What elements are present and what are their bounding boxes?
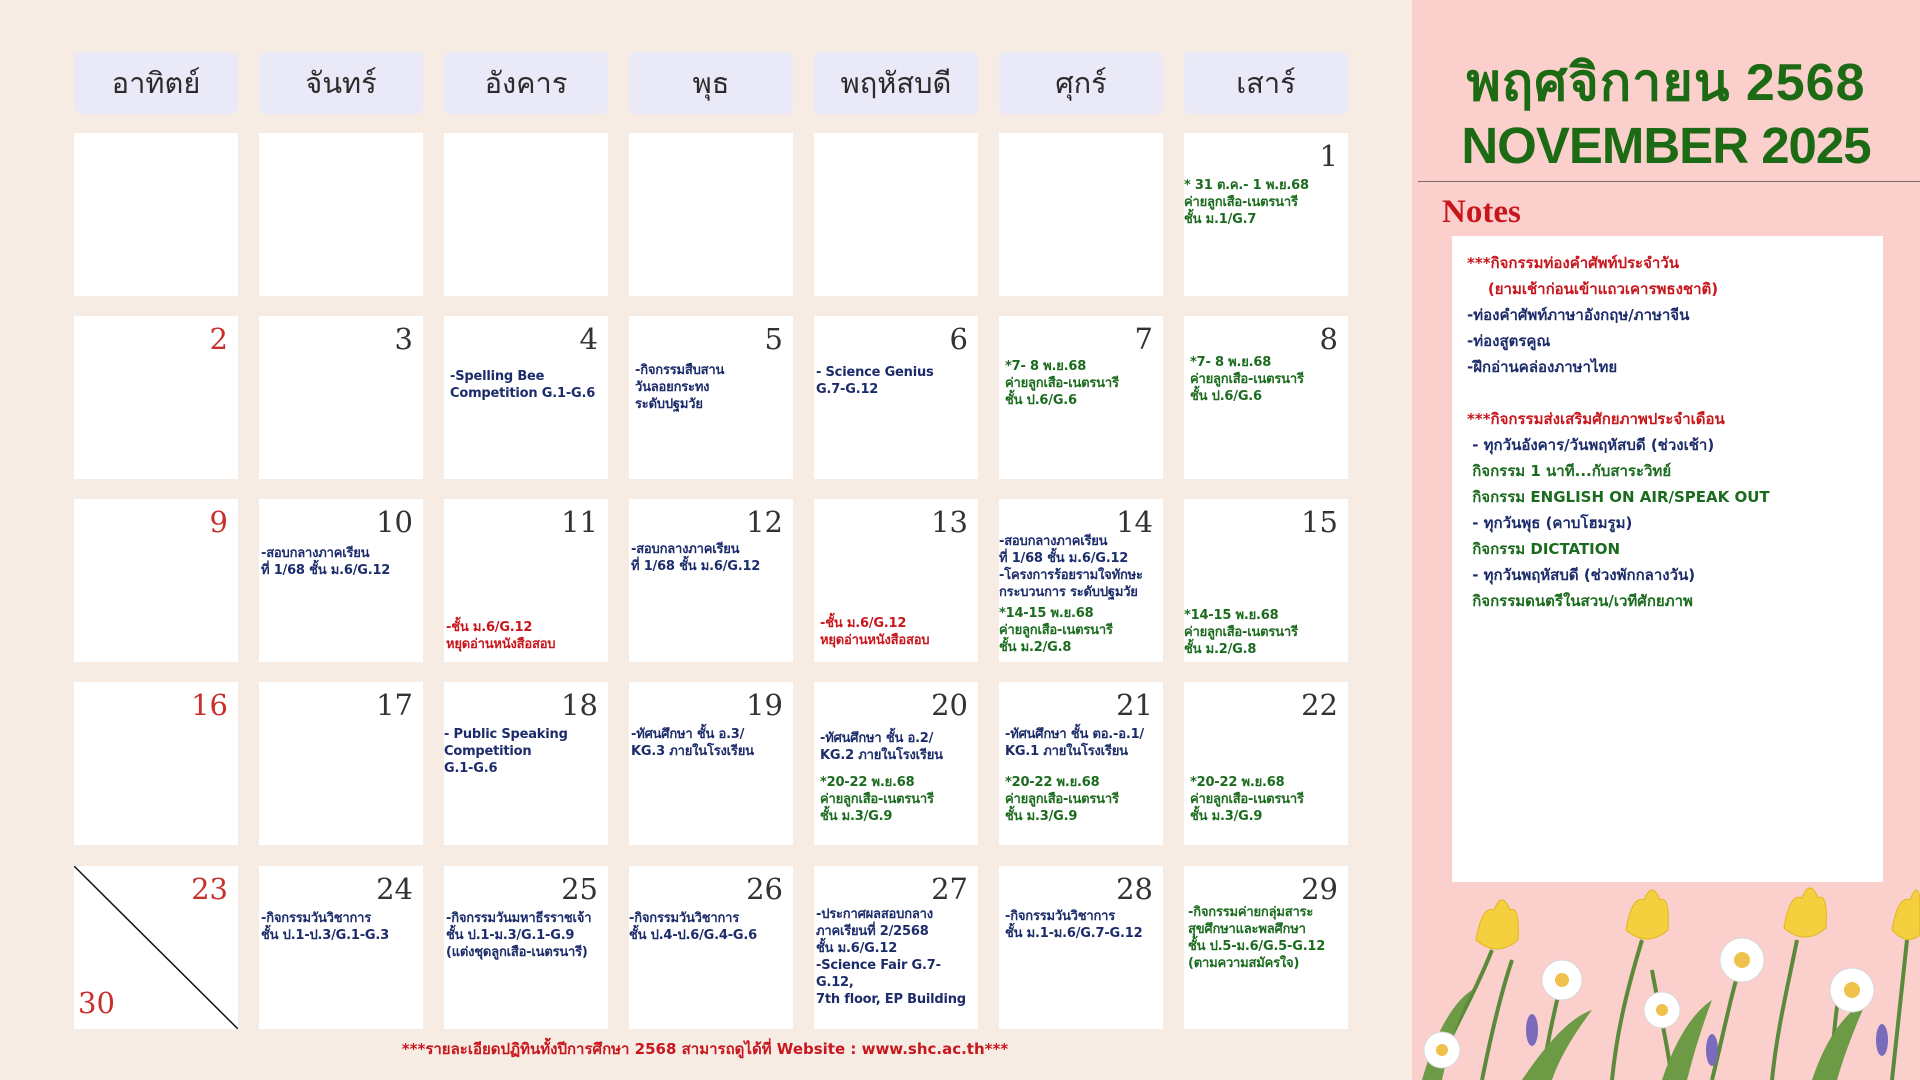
day-cell-12[interactable] [629, 499, 793, 662]
day-cell-22[interactable] [1184, 682, 1348, 845]
event-text: *14-15 พ.ย.68 ค่ายลูกเสือ-เนตรนารี ชั้น ม.2/G.8 [999, 606, 1113, 655]
note-line: (ยามเช้าก่อนเข้าแถวเคารพธงชาติ) [1467, 280, 1719, 298]
note-line: ***กิจกรรมส่งเสริมศักยภาพประจำเดือน [1467, 410, 1725, 428]
day-number: 27 [931, 872, 968, 906]
event-text: - Public Speaking Competition G.1-G.6 [444, 727, 568, 776]
footer-website-note: ***รายละเอียดปฏิทินทั้งปีการศึกษา 2568 สามารถดูได้ที่ Website : www.shc.ac.th*** [401, 1040, 1009, 1058]
day-number: 10 [376, 505, 413, 539]
day-number: 8 [1319, 322, 1338, 356]
day-cell-empty [629, 133, 793, 296]
day-cell-5[interactable] [629, 316, 793, 479]
day-cell-24[interactable] [259, 866, 423, 1029]
day-number: 2 [209, 322, 228, 356]
day-number: 11 [561, 505, 598, 539]
note-line: -ฝึกอ่านคล่องภาษาไทย [1467, 358, 1618, 376]
day-cell-4[interactable] [444, 316, 608, 479]
notes-box [1452, 236, 1883, 882]
note-line: - ทุกวันพฤหัสบดี (ช่วงพักกลางวัน) [1467, 566, 1696, 584]
day-number: 16 [191, 688, 228, 722]
day-cell-empty [814, 133, 978, 296]
weekday-tuesday: อังคาร [444, 52, 608, 114]
note-line: - ทุกวันพุธ (คาบโฮมรูม) [1467, 514, 1633, 532]
day-cell-10[interactable] [259, 499, 423, 662]
event-text: -กิจกรรมวันวิชาการ ชั้น ม.1-ม.6/G.7-G.12 [1005, 909, 1143, 941]
day-number: 29 [1301, 872, 1338, 906]
day-number: 21 [1116, 688, 1153, 722]
event-text: -กิจกรรมสืบสาน วันลอยกระทง ระดับปฐมวัย [635, 363, 725, 412]
weekday-monday: จันทร์ [259, 52, 423, 114]
note-line: กิจกรรม 1 นาที...กับสาระวิทย์ [1467, 462, 1672, 480]
day-number: 13 [931, 505, 968, 539]
event-text: -ทัศนศึกษา ชั้น ตอ.-อ.1/ KG.1 ภายในโรงเรียน [1005, 727, 1144, 759]
day-cell-empty [444, 133, 608, 296]
day-number: 5 [764, 322, 783, 356]
note-line: กิจกรรม ENGLISH ON AIR/SPEAK OUT [1467, 488, 1770, 506]
event-text: -กิจกรรมวันมหาธีรราชเจ้า ชั้น ป.1-ม.3/G.1-G.9 (แต่งชุดลูกเสือ-เนตรนารี) [446, 911, 592, 960]
event-text: - Science Genius G.7-G.12 [816, 365, 934, 397]
event-text: *20-22 พ.ย.68 ค่ายลูกเสือ-เนตรนารี ชั้น ม.3/G.9 [1190, 775, 1304, 824]
day-cell-empty [999, 133, 1163, 296]
day-cell-17[interactable] [259, 682, 423, 845]
day-number: 3 [394, 322, 413, 356]
day-number: 4 [579, 322, 598, 356]
event-text: *7- 8 พ.ย.68 ค่ายลูกเสือ-เนตรนารี ชั้น ป.6/G.6 [1005, 359, 1119, 408]
event-text: -สอบกลางภาคเรียน ที่ 1/68 ชั้น ม.6/G.12 -โครงการร้อยรามใจทักษะ กระบวนการ ระดับปฐมวัย [999, 534, 1143, 600]
day-number: 20 [931, 688, 968, 722]
event-text: -ประกาศผลสอบกลาง ภาคเรียนที่ 2/2568 ชั้น ม.6/G.12 -Science Fair G.7-G.12, 7th floor, EP Building [816, 907, 966, 1007]
day-cell-11[interactable] [444, 499, 608, 662]
day-cell-19[interactable] [629, 682, 793, 845]
weekday-wednesday: พุธ [629, 52, 793, 114]
day-cell-14[interactable] [999, 499, 1163, 662]
day-number: 26 [746, 872, 783, 906]
day-number: 14 [1116, 505, 1153, 539]
day-number: 15 [1301, 505, 1338, 539]
day-cell-25[interactable] [444, 866, 608, 1029]
day-number: 9 [209, 505, 228, 539]
day-cell-23-30[interactable] [74, 866, 238, 1029]
note-line: ***กิจกรรมท่องคำศัพท์ประจำวัน [1467, 254, 1679, 272]
title-divider [1418, 181, 1920, 182]
day-number: 1 [1319, 139, 1338, 173]
day-number: 24 [376, 872, 413, 906]
day-cell-9[interactable] [74, 499, 238, 662]
note-line: -ท่องคำศัพท์ภาษาอังกฤษ/ภาษาจีน [1467, 306, 1690, 324]
note-line: กิจกรรมดนตรีในสวน/เวทีศักยภาพ [1467, 592, 1693, 610]
day-number: 12 [746, 505, 783, 539]
day-number: 18 [561, 688, 598, 722]
day-cell-18[interactable] [444, 682, 608, 845]
day-cell-3[interactable] [259, 316, 423, 479]
flower-illustration [1412, 880, 1920, 1080]
event-text: -กิจกรรมวันวิชาการ ชั้น ป.4-ป.6/G.4-G.6 [629, 911, 757, 943]
day-number: 6 [949, 322, 968, 356]
day-cell-28[interactable] [999, 866, 1163, 1029]
day-cell-13[interactable] [814, 499, 978, 662]
day-cell-26[interactable] [629, 866, 793, 1029]
event-text: -ชั้น ม.6/G.12 หยุดอ่านหนังสือสอบ [820, 616, 930, 648]
day-number: 7 [1134, 322, 1153, 356]
event-text: *20-22 พ.ย.68 ค่ายลูกเสือ-เนตรนารี ชั้น ม.3/G.9 [820, 775, 934, 824]
weekday-sunday: อาทิตย์ [74, 52, 238, 114]
event-text: -ทัศนศึกษา ชั้น อ.2/ KG.2 ภายในโรงเรียน [820, 731, 943, 763]
day-cell-6[interactable] [814, 316, 978, 479]
month-title-english: NOVEMBER 2025 [1461, 117, 1871, 174]
event-text: * 31 ต.ค.- 1 พ.ย.68 ค่ายลูกเสือ-เนตรนารี ชั้น ม.1/G.7 [1184, 178, 1309, 227]
day-cell-empty [259, 133, 423, 296]
event-text: -ชั้น ม.6/G.12 หยุดอ่านหนังสือสอบ [446, 620, 556, 652]
event-text: -ทัศนศึกษา ชั้น อ.3/ KG.3 ภายในโรงเรียน [631, 727, 754, 759]
day-number: 22 [1301, 688, 1338, 722]
day-number: 23 [191, 872, 228, 906]
notes-heading: Notes [1442, 194, 1521, 230]
note-line: กิจกรรม DICTATION [1467, 540, 1621, 558]
event-text: -Spelling Bee Competition G.1-G.6 [450, 369, 596, 401]
day-number: 30 [78, 986, 115, 1020]
weekday-thursday: พฤหัสบดี [814, 52, 978, 114]
day-number: 25 [561, 872, 598, 906]
day-number: 28 [1116, 872, 1153, 906]
day-cell-15[interactable] [1184, 499, 1348, 662]
day-cell-2[interactable] [74, 316, 238, 479]
event-text: -กิจกรรมวันวิชาการ ชั้น ป.1-ป.3/G.1-G.3 [261, 911, 389, 943]
event-text: -สอบกลางภาคเรียน ที่ 1/68 ชั้น ม.6/G.12 [631, 542, 761, 574]
event-text: -สอบกลางภาคเรียน ที่ 1/68 ชั้น ม.6/G.12 [261, 546, 391, 578]
side-panel [1412, 0, 1920, 1080]
day-cell-7[interactable] [999, 316, 1163, 479]
day-number: 19 [746, 688, 783, 722]
day-cell-29[interactable] [1184, 866, 1348, 1029]
weekday-friday: ศุกร์ [999, 52, 1163, 114]
note-line: - ทุกวันอังคาร/วันพฤหัสบดี (ช่วงเช้า) [1467, 436, 1715, 454]
weekday-saturday: เสาร์ [1184, 52, 1348, 114]
day-number: 17 [376, 688, 413, 722]
day-cell-empty [74, 133, 238, 296]
day-cell-16[interactable] [74, 682, 238, 845]
note-line: -ท่องสูตรคูณ [1467, 332, 1551, 350]
event-text: -กิจกรรมค่ายกลุ่มสาระ สุขศึกษาและพลศึกษา ชั้น ป.5-ม.6/G.5-G.12 (ตามความสมัครใจ) [1188, 905, 1326, 971]
day-cell-8[interactable] [1184, 316, 1348, 479]
day-cell-27[interactable] [814, 866, 978, 1029]
day-cell-20[interactable] [814, 682, 978, 845]
day-cell-1[interactable] [1184, 133, 1348, 296]
month-title-thai: พฤศจิกายน 2568 [1466, 54, 1866, 112]
event-text: *20-22 พ.ย.68 ค่ายลูกเสือ-เนตรนารี ชั้น ม.3/G.9 [1005, 775, 1119, 824]
day-cell-21[interactable] [999, 682, 1163, 845]
event-text: *14-15 พ.ย.68 ค่ายลูกเสือ-เนตรนารี ชั้น ม.2/G.8 [1184, 608, 1298, 657]
event-text: *7- 8 พ.ย.68 ค่ายลูกเสือ-เนตรนารี ชั้น ป.6/G.6 [1190, 355, 1304, 404]
